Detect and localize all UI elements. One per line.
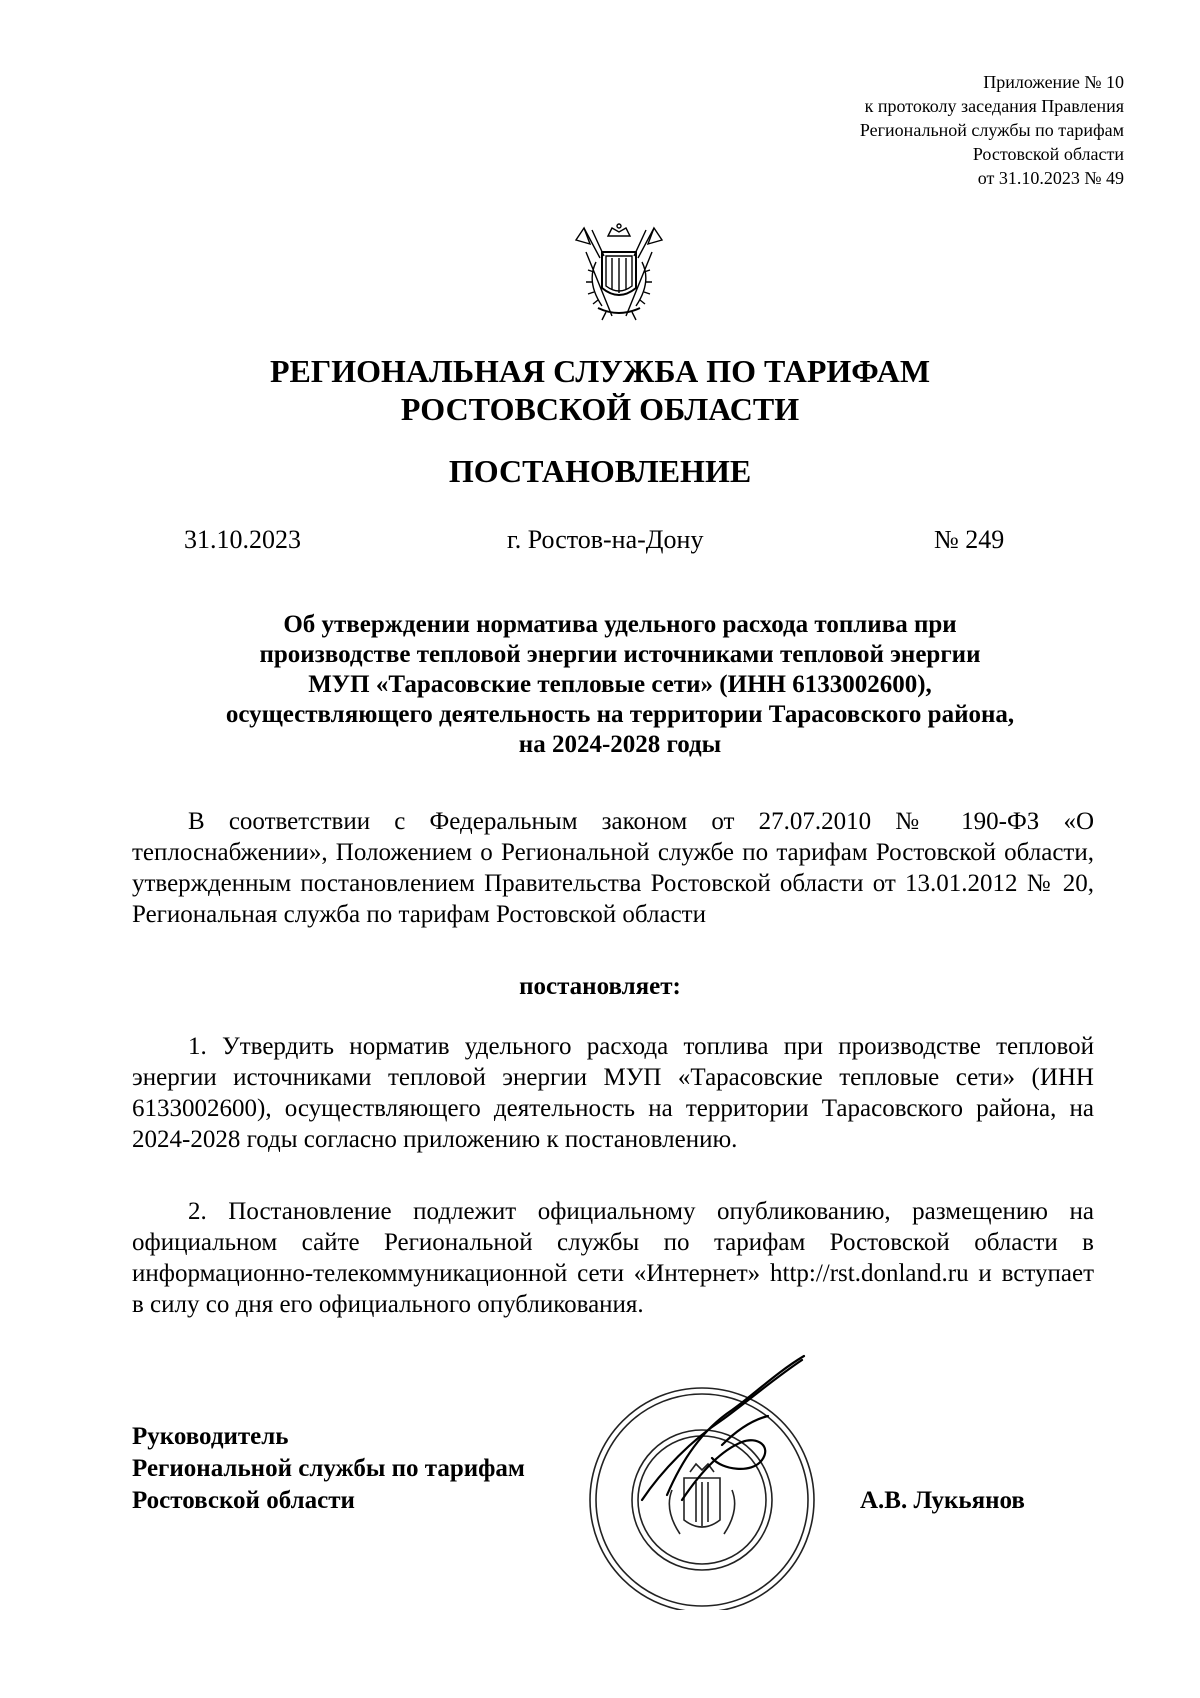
organization-title-line: РЕГИОНАЛЬНАЯ СЛУЖБА ПО ТАРИФАМ xyxy=(269,353,931,389)
document-subject xyxy=(150,610,1090,760)
signatory-title-line: Ростовской области xyxy=(132,1487,355,1514)
subject-line: МУП «Тарасовские тепловые сети» (ИНН 6133002600), xyxy=(308,671,932,698)
signatory-name: А.В. Лукьянов xyxy=(860,1487,1025,1514)
preamble-paragraph: В соответствии с Федеральным законом от 27.07.2010 № 190-ФЗ «О теплоснабжении», Положением о Региональной службе по тарифам Ростовской области, утвержденным постановлением Правительства Ростовской области от 13.01.2012 № 20, Региональная служба по тарифам Ростовской области xyxy=(132,808,1094,928)
organization-title xyxy=(0,352,1200,428)
appendix-line: Региональной службы по тарифам xyxy=(859,120,1124,140)
signatory-title-line: Региональной службы по тарифам xyxy=(132,1455,525,1482)
signatory-title-line: Руководитель xyxy=(132,1423,289,1450)
organization-title-line: РОСТОВСКОЙ ОБЛАСТИ xyxy=(400,391,800,427)
subject-line: на 2024-2028 годы xyxy=(518,731,722,758)
rostov-coat-of-arms-icon xyxy=(572,222,666,322)
signatory-title xyxy=(132,1421,525,1517)
appendix-line: от 31.10.2023 № 49 xyxy=(977,168,1124,188)
subject-line: производстве тепловой энергии источниками тепловой энергии xyxy=(259,641,981,668)
appendix-line: к протоколу заседания Правления xyxy=(864,96,1124,116)
appendix-note xyxy=(860,70,1124,190)
official-seal-icon xyxy=(572,1350,832,1610)
document-number: № 249 xyxy=(934,525,1005,554)
document-type: ПОСТАНОВЛЕНИЕ xyxy=(448,453,752,489)
document-city: г. Ростов-на-Дону xyxy=(507,525,704,554)
subject-line: Об утверждении норматива удельного расхода топлива при xyxy=(283,611,957,638)
resolution-item-2: 2. Постановление подлежит официальному опубликованию, размещению на официальном сайте Региональной службы по тарифам Ростовской области в информационно-телекоммуникационной сети «Интернет» http://rst.donland.ru и вступает в силу со дня его официального опубликования. xyxy=(132,1198,1094,1318)
subject-line: осуществляющего деятельность на территории Тарасовского района, xyxy=(225,701,1015,728)
appendix-line: Приложение № 10 xyxy=(983,72,1124,92)
resolution-item-1: 1. Утвердить норматив удельного расхода топлива при производстве тепловой энергии источниками тепловой энергии МУП «Тарасовские тепловые сети» (ИНН 6133002600), осуществляющего деятельность на территории Тарасовского района, на 2024-2028 годы согласно приложению к постановлению. xyxy=(132,1033,1094,1153)
appendix-line: Ростовской области xyxy=(972,144,1124,164)
decree-word: постановляет: xyxy=(519,973,681,1000)
document-date: 31.10.2023 xyxy=(184,525,301,554)
